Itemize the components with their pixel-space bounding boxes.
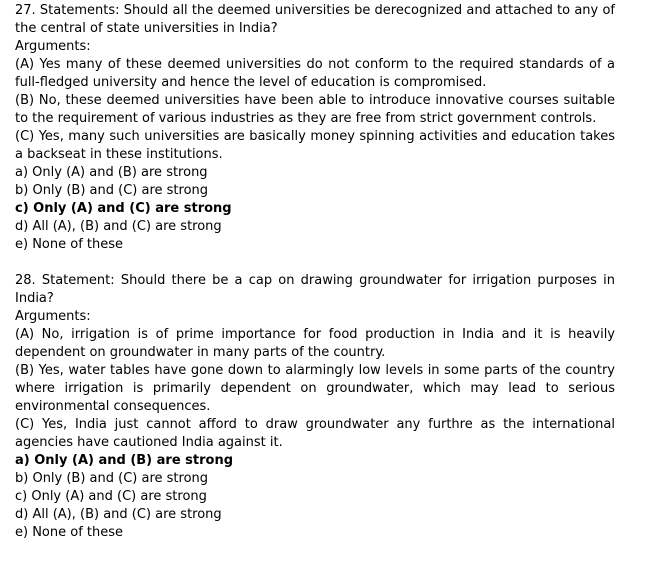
- option-e: e) None of these: [15, 525, 124, 540]
- argument-b: (B) No, these deemed universities have been able to introduce innovative courses suitable to the requirement of various industries as they are free from strict government controls.: [15, 93, 615, 126]
- argument-c: (C) Yes, India just cannot afford to draw groundwater any furthre as the international agencies have cautioned India against it.: [15, 417, 615, 450]
- option-d: d) All (A), (B) and (C) are strong: [15, 507, 222, 522]
- options-list: [15, 452, 615, 542]
- question-statement: 27. Statements: Should all the deemed universities be derecognized and attached to any of the central of state universities in India?: [15, 3, 615, 36]
- argument-a: (A) Yes many of these deemed universities do not conform to the required standards of a full-fledged university and hence the level of education is compromised.: [15, 57, 615, 90]
- arguments-label: Arguments:: [15, 39, 91, 54]
- option-d: d) All (A), (B) and (C) are strong: [15, 219, 222, 234]
- question-27: [15, 2, 615, 254]
- option-c-correct: c) Only (A) and (C) are strong: [15, 201, 232, 216]
- option-e: e) None of these: [15, 237, 124, 252]
- option-b: b) Only (B) and (C) are strong: [15, 471, 209, 486]
- question-28: [15, 272, 615, 542]
- argument-b: (B) Yes, water tables have gone down to alarmingly low levels in some parts of the country where irrigation is primarily dependent on groundwater, which may lead to serious environmental consequences.: [15, 363, 615, 414]
- question-statement: 28. Statement: Should there be a cap on drawing groundwater for irrigation purposes in India?: [15, 273, 615, 306]
- option-a: a) Only (A) and (B) are strong: [15, 165, 208, 180]
- option-c: c) Only (A) and (C) are strong: [15, 489, 207, 504]
- options-list: [15, 164, 615, 254]
- argument-a: (A) No, irrigation is of prime importance for food production in India and it is heavily dependent on groundwater in many parts of the country.: [15, 327, 615, 360]
- option-b: b) Only (B) and (C) are strong: [15, 183, 209, 198]
- arguments-label: Arguments:: [15, 309, 91, 324]
- argument-c: (C) Yes, many such universities are basically money spinning activities and education takes a backseat in these institutions.: [15, 129, 615, 162]
- option-a-correct: a) Only (A) and (B) are strong: [15, 453, 234, 468]
